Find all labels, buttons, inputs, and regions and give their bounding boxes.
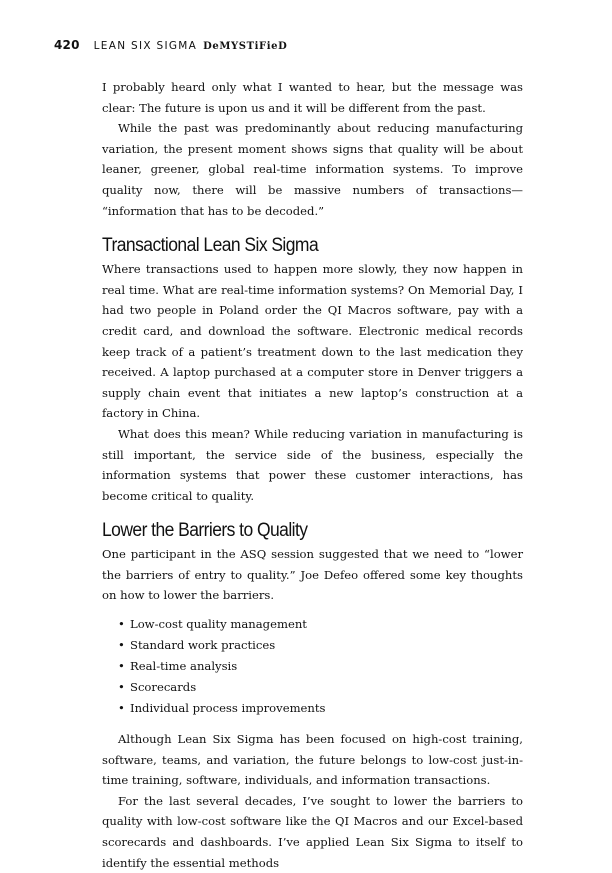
list-item-text: Standard work practices	[130, 638, 276, 653]
page-body	[102, 77, 523, 873]
bullet-list	[102, 614, 523, 719]
book-subtitle: DeMYSTiFieD	[203, 41, 288, 52]
list-item-text: Scorecards	[130, 680, 197, 695]
section-heading-barriers: Lower the Barriers to Quality	[102, 520, 308, 542]
list-item-text: Low-cost quality management	[130, 617, 307, 632]
running-head	[54, 38, 287, 52]
body-paragraph: I probably heard only what I wanted to hear, but the message was clear: The future is upon us and it will be different from the past.	[102, 80, 523, 115]
book-title: LEAN SIX SIGMA	[93, 40, 198, 52]
list-item	[118, 656, 523, 677]
section-heading-transactional: Transactional Lean Six Sigma	[102, 235, 319, 257]
bullet-glyph: •	[118, 617, 125, 632]
bullet-glyph: •	[118, 680, 125, 695]
bullet-glyph: •	[118, 701, 125, 716]
list-item	[118, 635, 523, 656]
body-paragraph: Although Lean Six Sigma has been focused on high-cost training, software, teams, and variation, the future belongs to low-cost just-in-time training, software, individuals, and information transactions.	[102, 732, 523, 788]
bullet-glyph: •	[118, 659, 125, 674]
body-paragraph: For the last several decades, I’ve sought to lower the barriers to quality with low-cost software like the QI Macros and our Excel-based scorecards and dashboards. I’ve applied Lean Six Sigma to itself to identify the essential methods	[102, 793, 523, 870]
list-item	[118, 677, 523, 698]
list-item	[118, 614, 523, 635]
list-item-text: Real-time analysis	[130, 659, 238, 674]
list-item-text: Individual process improvements	[130, 701, 326, 716]
bullet-glyph: •	[118, 638, 125, 653]
body-paragraph: While the past was predominantly about reducing manufacturing variation, the present moment shows signs that quality will be about leaner, greener, global real-time information systems. To improve quality now, there will be massive numbers of transactions— “information that has to be decoded.”	[102, 121, 523, 218]
body-paragraph: Where transactions used to happen more slowly, they now happen in real time. What are real-time information systems? On Memorial Day, I had two people in Poland order the QI Macros software, pay with a credit card, and download the software. Electronic medical records keep track of a patient’s treatment down to the last medication they received. A laptop purchased at a computer store in Denver triggers a supply chain event that initiates a new laptop’s construction at a factory in China.	[102, 262, 523, 421]
list-item	[118, 698, 523, 719]
body-paragraph: What does this mean? While reducing variation in manufacturing is still important, the service side of the business, especially the information systems that power these customer interactions, has become critical to quality.	[102, 426, 523, 503]
page-number: 420	[54, 38, 80, 52]
body-paragraph: One participant in the ASQ session suggested that we need to “lower the barriers of entry to quality.” Joe Defeo offered some key thoughts on how to lower the barriers.	[102, 547, 523, 603]
